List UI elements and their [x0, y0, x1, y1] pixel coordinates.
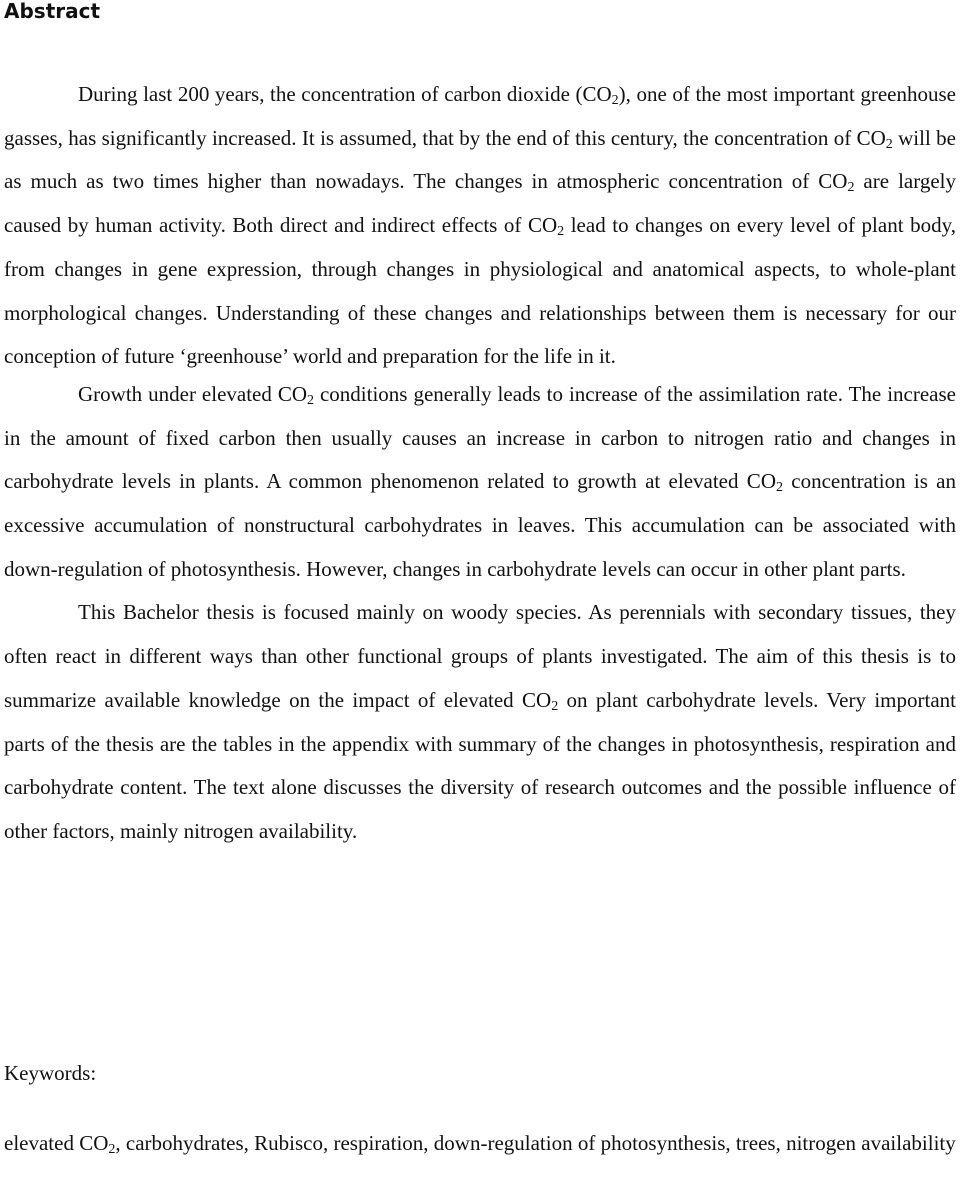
abstract-paragraph-2	[4, 373, 956, 592]
text-run: ), one of the most important greenhouse gasses, has significantly increased. It is assumed, that by the end of this century, the concentration of CO	[4, 82, 956, 150]
text-run: on plant carbohydrate levels. Very important parts of the thesis are the tables in the appendix with summary of the changes in photosynthesis, respiration and carbohydrate content. The text alone discusses the diversity of research outcomes and the possible influence of other factors, mainly nitrogen availability.	[4, 687, 956, 843]
subscript: 2	[611, 93, 619, 108]
text-run: , carbohydrates, Rubisco, respiration, down-regulation of photosynthesis, trees, nitrogen availability	[115, 1131, 956, 1155]
subscript: 2	[847, 180, 855, 196]
text-run: During last 200 years, the concentration of carbon dioxide (CO	[78, 82, 612, 106]
abstract-paragraph-1	[4, 73, 956, 379]
subscript: 2	[307, 392, 315, 408]
subscript: 2	[775, 480, 783, 496]
abstract-heading: Abstract	[4, 0, 101, 23]
text-run: lead to changes on every level of plant body, from changes in gene expression, through changes in physiological and anatomical aspects, to whole-plant morphological changes. Understanding of these changes and relationships between them is necessary for our conception of future ‘greenhouse’ world and preparation for the life in it.	[4, 213, 956, 369]
abstract-body	[4, 73, 956, 854]
text-run: will be as much as two times higher than nowadays. The changes in atmospheric concentration of CO	[4, 125, 956, 194]
subscript: 2	[108, 1142, 116, 1157]
text-run: conditions generally leads to increase of the assimilation rate. The increase in the amount of fixed carbon then usually causes an increase in carbon to nitrogen ratio and changes in carbohydrate levels in plants. A common phenomenon related to growth at elevated CO	[4, 381, 956, 494]
subscript: 2	[885, 136, 893, 152]
subscript: 2	[557, 224, 565, 240]
text-run: are largely caused by human activity. Both direct and indirect effects of CO	[4, 169, 956, 238]
text-run: This Bachelor thesis is focused mainly on woody species. As perennials with secondary tissues, they often react in different ways than other functional groups of plants investigated. The aim of this thesis is to summarize available knowledge on the impact of elevated CO	[4, 600, 956, 712]
text-run: concentration is an excessive accumulation of nonstructural carbohydrates in leaves. This accumulation can be associated with down-regulation of photosynthesis. However, changes in carbohydrate levels can occur in other plant parts.	[4, 469, 956, 581]
text-run: Growth under elevated CO	[78, 381, 308, 406]
subscript: 2	[551, 698, 559, 714]
abstract-paragraph-3	[4, 591, 956, 853]
keywords-label: Keywords:	[4, 1061, 97, 1085]
text-run: elevated CO	[4, 1131, 109, 1155]
keywords-list	[4, 1122, 956, 1165]
